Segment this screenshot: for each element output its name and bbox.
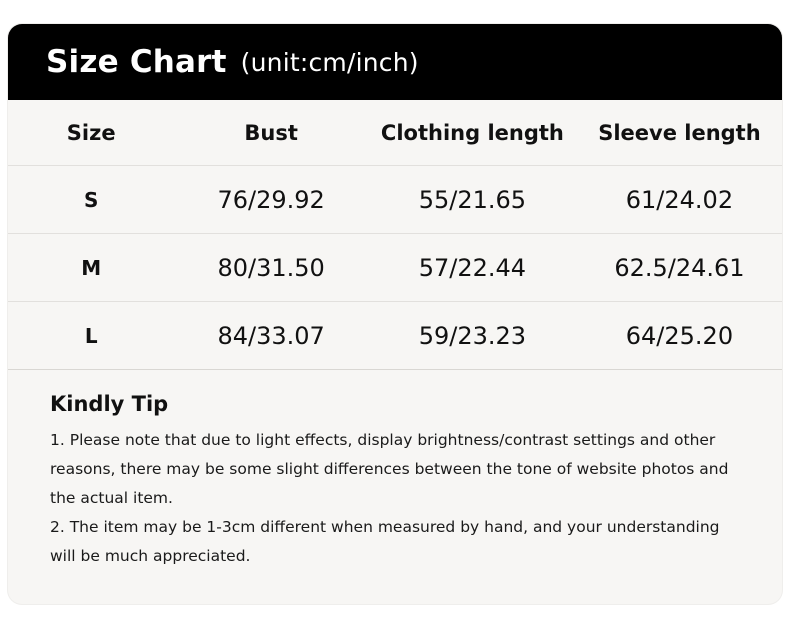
cell-bust: 76/29.92 [174, 166, 368, 234]
column-header-clothing-length: Clothing length [368, 100, 577, 166]
kindly-tip-note-1: 1. Please note that due to light effects, display brightness/contrast settings and other reasons, there may be some slight differences between the tone of website photos and the actual item. [50, 431, 729, 507]
table-row [8, 166, 782, 234]
cell-sleeve-length: 64/25.20 [577, 302, 782, 370]
unit-label: (unit:cm/inch) [240, 47, 419, 77]
cell-size: S [8, 166, 174, 234]
page-title: Size Chart [46, 44, 227, 80]
cell-clothing-length: 59/23.23 [368, 302, 577, 370]
card-header [8, 24, 782, 100]
cell-bust: 80/31.50 [174, 234, 368, 302]
column-header-sleeve-length: Sleeve length [577, 100, 782, 166]
cell-clothing-length: 55/21.65 [368, 166, 577, 234]
kindly-tip-note-2: 2. The item may be 1-3cm different when measured by hand, and your understanding will be much appreciated. [50, 518, 720, 565]
size-table [8, 100, 782, 370]
cell-size: L [8, 302, 174, 370]
cell-sleeve-length: 61/24.02 [577, 166, 782, 234]
cell-clothing-length: 57/22.44 [368, 234, 577, 302]
kindly-tip-section [8, 370, 782, 571]
column-header-bust: Bust [174, 100, 368, 166]
cell-size: M [8, 234, 174, 302]
size-chart-card [8, 24, 782, 604]
kindly-tip-title: Kindly Tip [50, 392, 169, 416]
table-row [8, 234, 782, 302]
column-header-size: Size [8, 100, 174, 166]
cell-sleeve-length: 62.5/24.61 [577, 234, 782, 302]
cell-bust: 84/33.07 [174, 302, 368, 370]
table-header-row [8, 100, 782, 166]
table-row [8, 302, 782, 370]
